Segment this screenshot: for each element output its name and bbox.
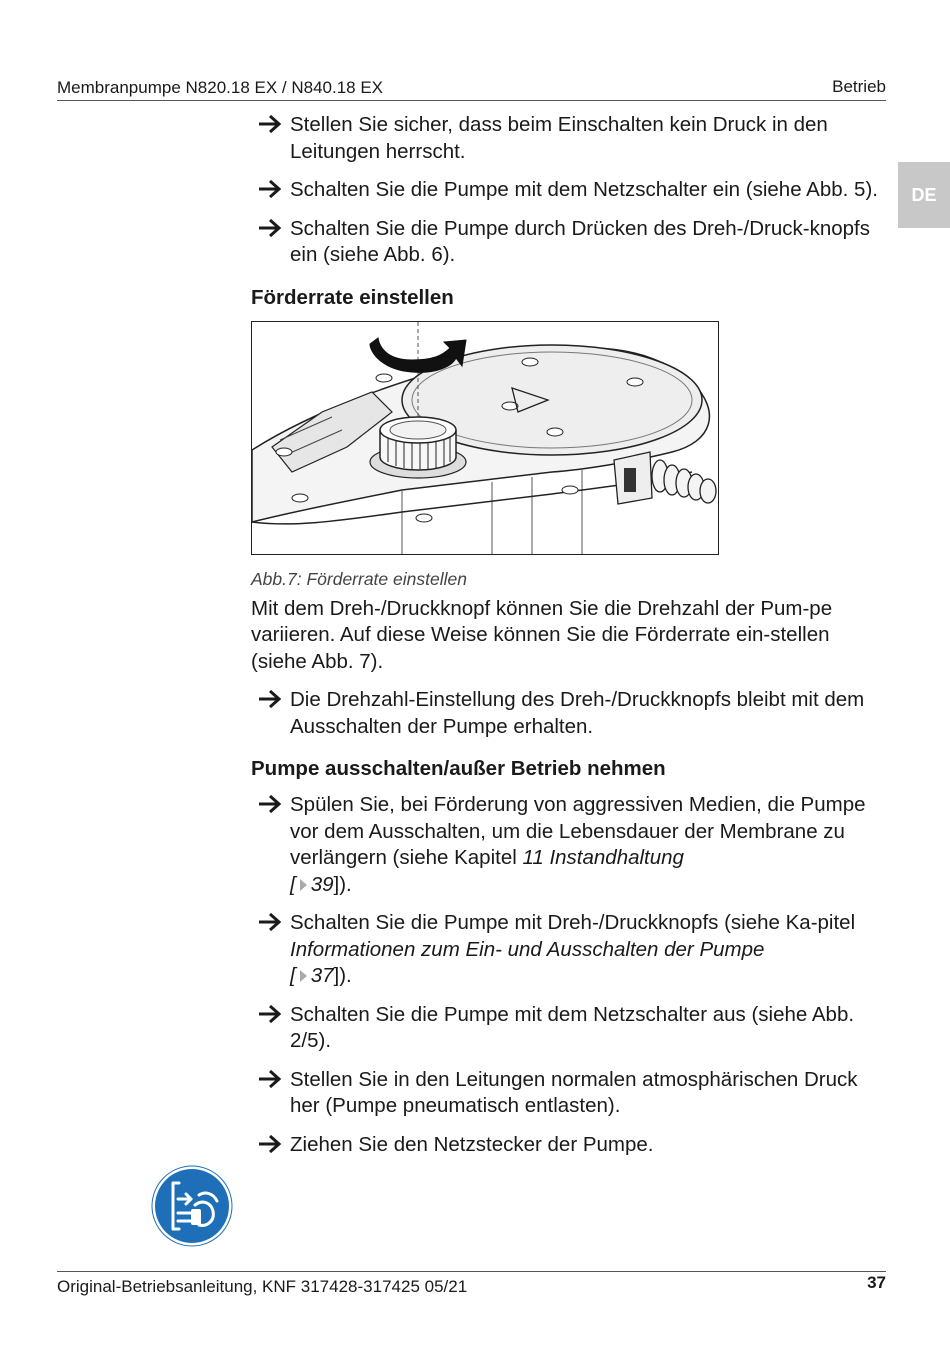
page-ref-arrow-icon [300,970,307,982]
step-item [251,910,881,990]
arrow-right-icon [257,1068,283,1090]
step-text: Stellen Sie in den Leitungen normalen atmosphärischen Druck her (Pumpe pneumatisch entlasten). [290,1067,858,1117]
step-item [251,112,881,165]
section-heading: Förderrate einstellen [251,285,454,309]
section-heading: Pumpe ausschalten/außer Betrieb nehmen [251,757,666,780]
page-ref-link[interactable]: 37 [310,964,334,987]
body-paragraph: Mit dem Dreh-/Druckknopf können Sie die Drehzahl der Pum-pe variieren. Auf diese Weise können Sie die Förderrate ein-stellen (siehe Abb. 7). [251,596,833,673]
header-divider [57,100,886,101]
step-item [251,1067,881,1120]
arrow-right-icon [257,688,283,710]
header-section: Betrieb [832,77,886,96]
step-item [251,792,881,898]
step-text: Spülen Sie, bei Förderung von aggressiven Medien, die Pumpe vor dem Ausschalten, um die Lebensdauer der Membrane zu verlängern (siehe Kapitel [290,793,866,869]
page-number: 37 [867,1273,886,1292]
step-text: Ziehen Sie den Netzstecker der Pumpe. [290,1132,654,1156]
step-text: Schalten Sie die Pumpe mit dem Netzschalter ein (siehe Abb. 5). [290,178,878,201]
ref-close: ]). [333,872,352,896]
arrow-right-icon [257,217,283,239]
step-item [251,177,881,204]
arrow-right-icon [257,793,283,815]
pump-knob-illustration [252,322,718,554]
arrow-right-icon [257,178,283,200]
ref-open: [ [290,872,296,896]
arrow-right-icon [257,911,283,933]
step-text: Schalten Sie die Pumpe durch Drücken des Dreh-/Druck-knopfs ein (siehe Abb. 6). [290,216,870,266]
step-item [251,1002,881,1055]
main-content [251,112,881,1170]
footer-divider [57,1271,886,1272]
figure-caption: Abb.7: Förderrate einstellen [251,568,467,589]
chapter-ref-link[interactable]: 11 Instandhaltung [522,846,684,869]
page-ref-link[interactable]: 39 [310,872,334,896]
step-item [251,687,881,740]
arrow-right-icon [257,1003,283,1025]
page-ref-arrow-icon [300,879,307,891]
step-text: Stellen Sie sicher, dass beim Einschalten kein Druck in den Leitungen herrscht. [290,113,828,163]
step-text: Schalten Sie die Pumpe mit Dreh-/Druckknopfs (siehe Ka-pitel [290,911,856,934]
unplug-mains-plug-icon [151,1165,233,1247]
step-item [251,1132,881,1159]
pump-figure [251,321,719,555]
step-item [251,216,881,269]
footer-document: Original-Betriebsanleitung, KNF 317428-317425 05/21 [57,1277,468,1296]
arrow-right-icon [257,113,283,135]
arrow-right-icon [257,1133,283,1155]
header-title: Membranpumpe N820.18 EX / N840.18 EX [57,78,384,97]
step-text: Schalten Sie die Pumpe mit dem Netzschalter aus (siehe Abb. 2/5). [290,1002,855,1052]
step-text: Die Drehzahl-Einstellung des Dreh-/Druckknopfs bleibt mit dem Ausschalten der Pumpe erhalten. [290,688,865,738]
chapter-ref-link[interactable]: Informationen zum Ein- und Ausschalten der Pumpe [290,937,765,961]
ref-open: [ [290,964,296,987]
ref-close: ]). [333,964,352,987]
language-tab[interactable]: DE [898,162,950,228]
